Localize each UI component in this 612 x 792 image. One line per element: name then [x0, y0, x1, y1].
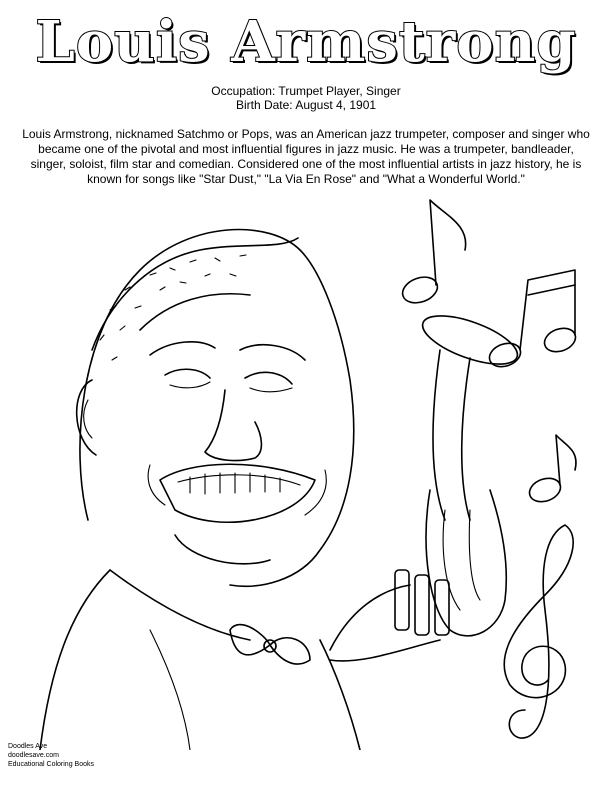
music-note-icon	[399, 200, 579, 506]
biography-text: Louis Armstrong, nicknamed Satchmo or Pops, was an American jazz trumpeter, composer and singer who became one of the pivotal and most influential figures in jazz music. He was a trumpeter, bandleader, singer, soloist, film star and comedian. Considered one of the most influential artists in jazz history, he is known for songs like "Star Dust," "La Via En Rose" and "What a Wonderful World."	[22, 127, 590, 186]
footer-credits	[8, 742, 94, 769]
coloring-illustration	[0, 190, 612, 750]
info-block	[0, 84, 612, 112]
occupation-text: Occupation: Trumpet Player, Singer	[211, 84, 401, 98]
footer-website: doodlesave.com	[8, 752, 59, 759]
birth-date-text: Birth Date: August 4, 1901	[235, 98, 377, 112]
treble-clef-icon	[504, 525, 573, 738]
page-title: Louis Armstrong	[35, 9, 577, 75]
portrait-illustration	[40, 230, 360, 750]
footer-brand: Doodles Ave	[8, 743, 48, 750]
trumpet-icon	[330, 306, 523, 661]
footer-tagline: Educational Coloring Books	[8, 761, 94, 768]
